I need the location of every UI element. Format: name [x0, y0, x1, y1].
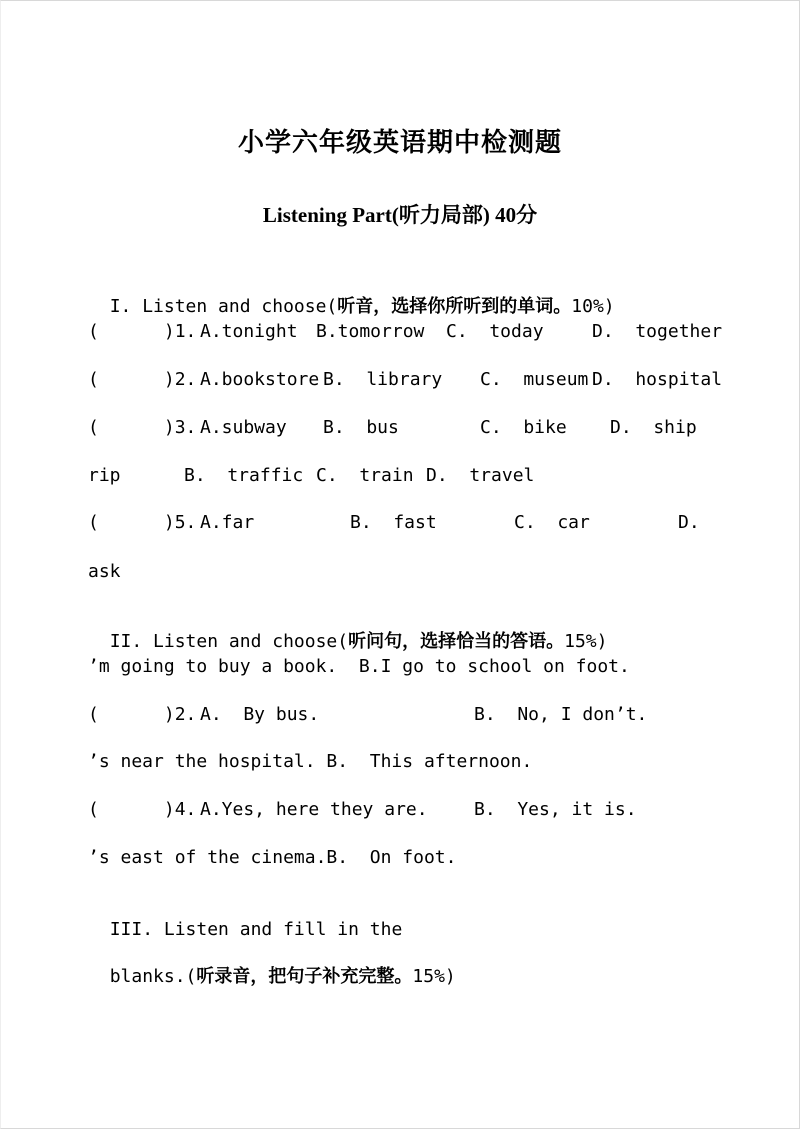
answer-blank: ( )3. [88, 417, 197, 438]
option-c: C. bike [480, 417, 567, 438]
page-subtitle: Listening Part(听力局部) 40分 [262, 203, 538, 227]
question-text: ’m going to buy a book. B.I go to school on foot. [88, 656, 630, 677]
answer-blank: ( )5. [88, 512, 197, 533]
answer-blank: ( )4. [88, 799, 197, 820]
option-b: B. library [323, 369, 443, 390]
option-b: B. No, I don’t. [474, 704, 648, 725]
section3-heading-line1 [88, 894, 402, 942]
page-title: 小学六年级英语期中检测题 [237, 128, 562, 158]
section3-heading-text: III. Listen and fill in the [109, 919, 403, 940]
option-a: A.Yes, here they are. [200, 799, 428, 820]
answer-blank: ( )2. [88, 704, 197, 725]
option-a: A.tonight [200, 321, 298, 342]
answer-blank: ( )2. [88, 369, 197, 390]
option-d-text: ask [88, 561, 121, 582]
section1-heading [88, 271, 615, 319]
option-d: D. [678, 512, 700, 533]
option-c: C. museum [480, 369, 589, 390]
option-d: D. together [592, 321, 723, 342]
option-a: A.bookstore [200, 369, 320, 390]
option-b: B. fast [350, 512, 437, 533]
s2-question-3 [88, 750, 533, 798]
option-c: C. today [446, 321, 544, 342]
question-text: ’s east of the cinema.B. On foot. [88, 847, 457, 868]
option-d: D. travel [426, 465, 535, 486]
option-b: B.tomorrow [316, 321, 425, 342]
s1-question-5-continued [88, 560, 121, 608]
option-d: D. hospital [592, 369, 723, 390]
section3-heading-prefix: blanks.( [109, 966, 197, 987]
option-b: B. traffic [184, 465, 304, 486]
option-b: B. Yes, it is. [474, 799, 637, 820]
s2-question-1 [88, 655, 630, 703]
s2-question-5 [88, 846, 457, 894]
section2-heading-suffix: 15%) [564, 631, 608, 652]
answer-blank: ( )1. [88, 321, 197, 342]
option-a: A.subway [200, 417, 287, 438]
section1-heading-prefix: I. Listen and choose( [109, 296, 338, 317]
section3-heading-cn: 听录音，把句子补充完整。 [196, 966, 413, 987]
option-c: C. train [316, 465, 414, 486]
option-c: C. car [514, 512, 590, 533]
question-text: ’s near the hospital. B. This afternoon. [88, 751, 533, 772]
option-a: A. By bus. [200, 704, 320, 725]
option-d: D. ship [610, 417, 697, 438]
section2-heading-prefix: II. Listen and choose( [109, 631, 349, 652]
section3-heading-line2 [88, 941, 456, 989]
section1-heading-suffix: 10%) [571, 296, 615, 317]
option-a-fragment: rip [88, 465, 121, 486]
option-b: B. bus [323, 417, 399, 438]
section3-heading-suffix: 15%) [412, 966, 456, 987]
option-a: A.far [200, 512, 255, 533]
section1-heading-cn: 听音，选择你所听到的单词。 [337, 296, 572, 317]
section2-heading-cn: 听问句，选择恰当的答语。 [348, 631, 565, 652]
section2-heading [88, 606, 607, 654]
